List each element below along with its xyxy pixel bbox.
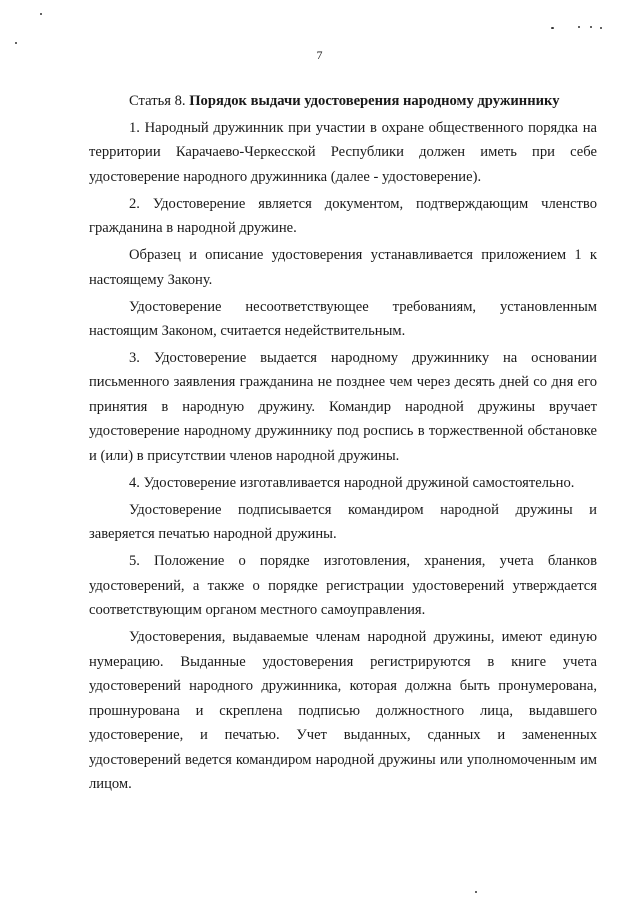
scan-speck: [40, 13, 42, 15]
scan-speck: [578, 26, 580, 28]
scan-speck: [600, 27, 602, 29]
paragraph: 1. Народный дружинник при участии в охране общественного порядка на территории Карачаево-Черкесской Республики должен иметь при себе удостоверение народного дружинника (далее - удостоверение).: [89, 119, 597, 185]
article-number: Статья 8.: [129, 93, 186, 109]
page-number: 7: [316, 48, 323, 62]
paragraph: 3. Удостоверение выдается народному дружиннику на основании письменного заявления гражданина не позднее чем через десять дней со дня его принятия в народную дружину. Командир народной дружины вручает удостоверение народному дружиннику под роспись в торжественной обстановке и (или) в присутствии членов народной дружины.: [89, 349, 597, 464]
document-body: [89, 89, 597, 797]
paragraph: 5. Положение о порядке изготовления, хранения, учета бланков удостоверений, а также о порядке регистрации удостоверений утверждается соответствующим органом местного самоуправления.: [89, 553, 597, 619]
paragraph: Удостоверение несоответствующее требованиям, установленным настоящим Законом, считается недействительным.: [89, 298, 597, 340]
scan-speck: [590, 26, 592, 28]
paragraph: 4. Удостоверение изготавливается народной дружиной самостоятельно.: [129, 474, 575, 491]
scan-speck: [15, 42, 17, 44]
paragraph: 2. Удостоверение является документом, подтверждающим членство гражданина в народной дружине.: [89, 195, 597, 237]
scan-speck: [551, 27, 554, 29]
paragraph: Образец и описание удостоверения устанавливается приложением 1 к настоящему Закону.: [89, 247, 597, 288]
paragraph: Удостоверение подписывается командиром народной дружины и заверяется печатью народной дружины.: [89, 501, 597, 543]
article-title: Порядок выдачи удостоверения народному дружиннику: [189, 93, 560, 109]
article-heading: [89, 89, 597, 114]
paragraph: Удостоверения, выдаваемые членам народной дружины, имеют единую нумерацию. Выданные удостоверения регистрируются в книге учета удостоверений народного дружинника, которая должна быть пронумерована, прошнурована и скреплена подписью должностного лица, выдавшего удостоверение, и печатью. Учет выданных, сданных и замененных удостоверений ведется командиром народной дружины или уполномоченным им лицом.: [89, 629, 597, 793]
scan-speck: [475, 891, 477, 893]
